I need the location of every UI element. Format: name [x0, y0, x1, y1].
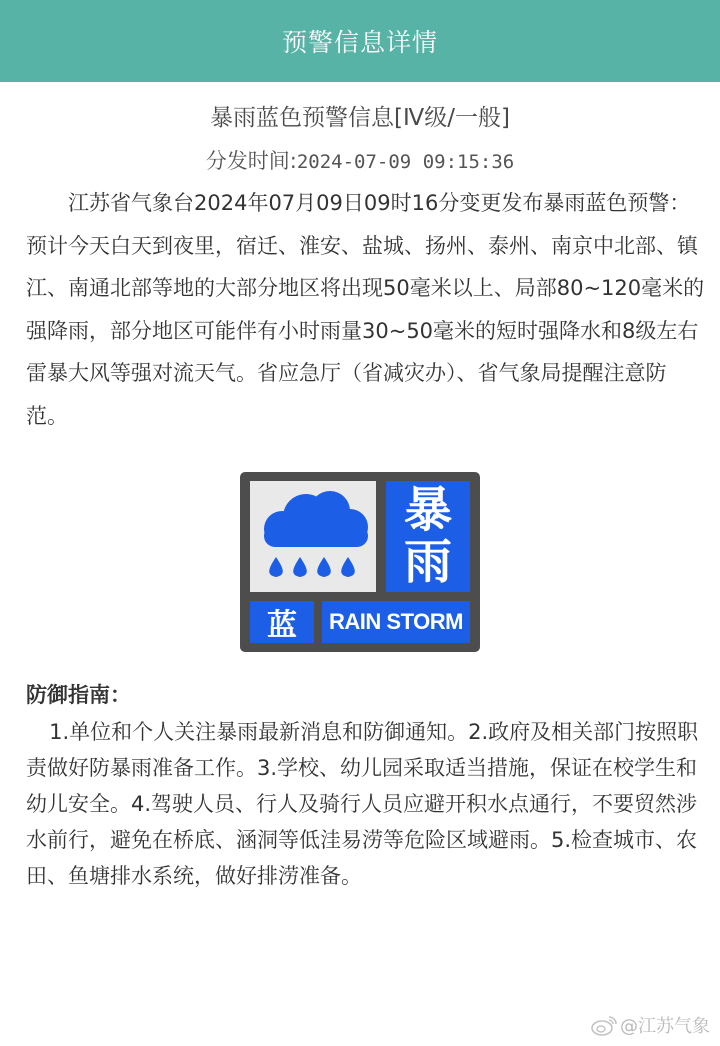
signal-char-top: 暴: [403, 482, 452, 539]
signal-color-label: 蓝: [267, 607, 297, 643]
signal-color-box: [250, 601, 314, 643]
signal-type-panel: [386, 481, 470, 592]
alert-title: 暴雨蓝色预警信息[Ⅳ级/一般]: [210, 105, 510, 131]
signal-name-en: RAIN STORM: [329, 608, 463, 634]
weibo-icon: [590, 1013, 618, 1037]
header-bar: [0, 0, 720, 82]
guide-body: 1.单位和个人关注暴雨最新消息和防御通知。2.政府及相关部门按照职责做好防暴雨准备工作。3.学校、幼儿园采取适当措施，保证在校学生和幼儿安全。4.驾驶人员、行人及骑行人员应避开积水点通行，不要贸然涉水前行，避免在桥底、涵洞等低洼易涝等危险区域避雨。5.检查城市、农田、鱼塘排水系统，做好排涝准备。: [26, 719, 699, 889]
rainstorm-cloud-icon: [250, 481, 376, 592]
watermark-text: @江苏气象: [620, 1016, 710, 1037]
cloud-panel: [250, 481, 376, 592]
page-title: 预警信息详情: [281, 28, 438, 57]
issue-time: [0, 146, 720, 176]
signal-name-box: [322, 601, 470, 643]
warning-signal-wrapper: [0, 472, 720, 652]
issue-time-value: 2024-07-09 09:15:36: [296, 151, 515, 173]
guide-heading: 防御指南：: [26, 682, 131, 707]
watermark: [590, 1012, 710, 1038]
signal-char-bottom: 雨: [403, 534, 452, 591]
rainstorm-blue-signal: [240, 472, 480, 652]
alert-body: 江苏省气象台2024年07月09日09时16分变更发布暴雨蓝色预警：预计今天白天到夜里，宿迁、淮安、盐城、扬州、泰州、南京中北部、镇江、南通北部等地的大部分地区将出现50毫米以上、局部80~120毫米的强降雨，部分地区可能伴有小时雨量30~50毫米的短时强降水和8级左右雷暴大风等强对流天气。省应急厅（省减灾办）、省气象局提醒注意防范。: [26, 191, 705, 428]
issue-time-label: 分发时间:: [205, 149, 297, 173]
